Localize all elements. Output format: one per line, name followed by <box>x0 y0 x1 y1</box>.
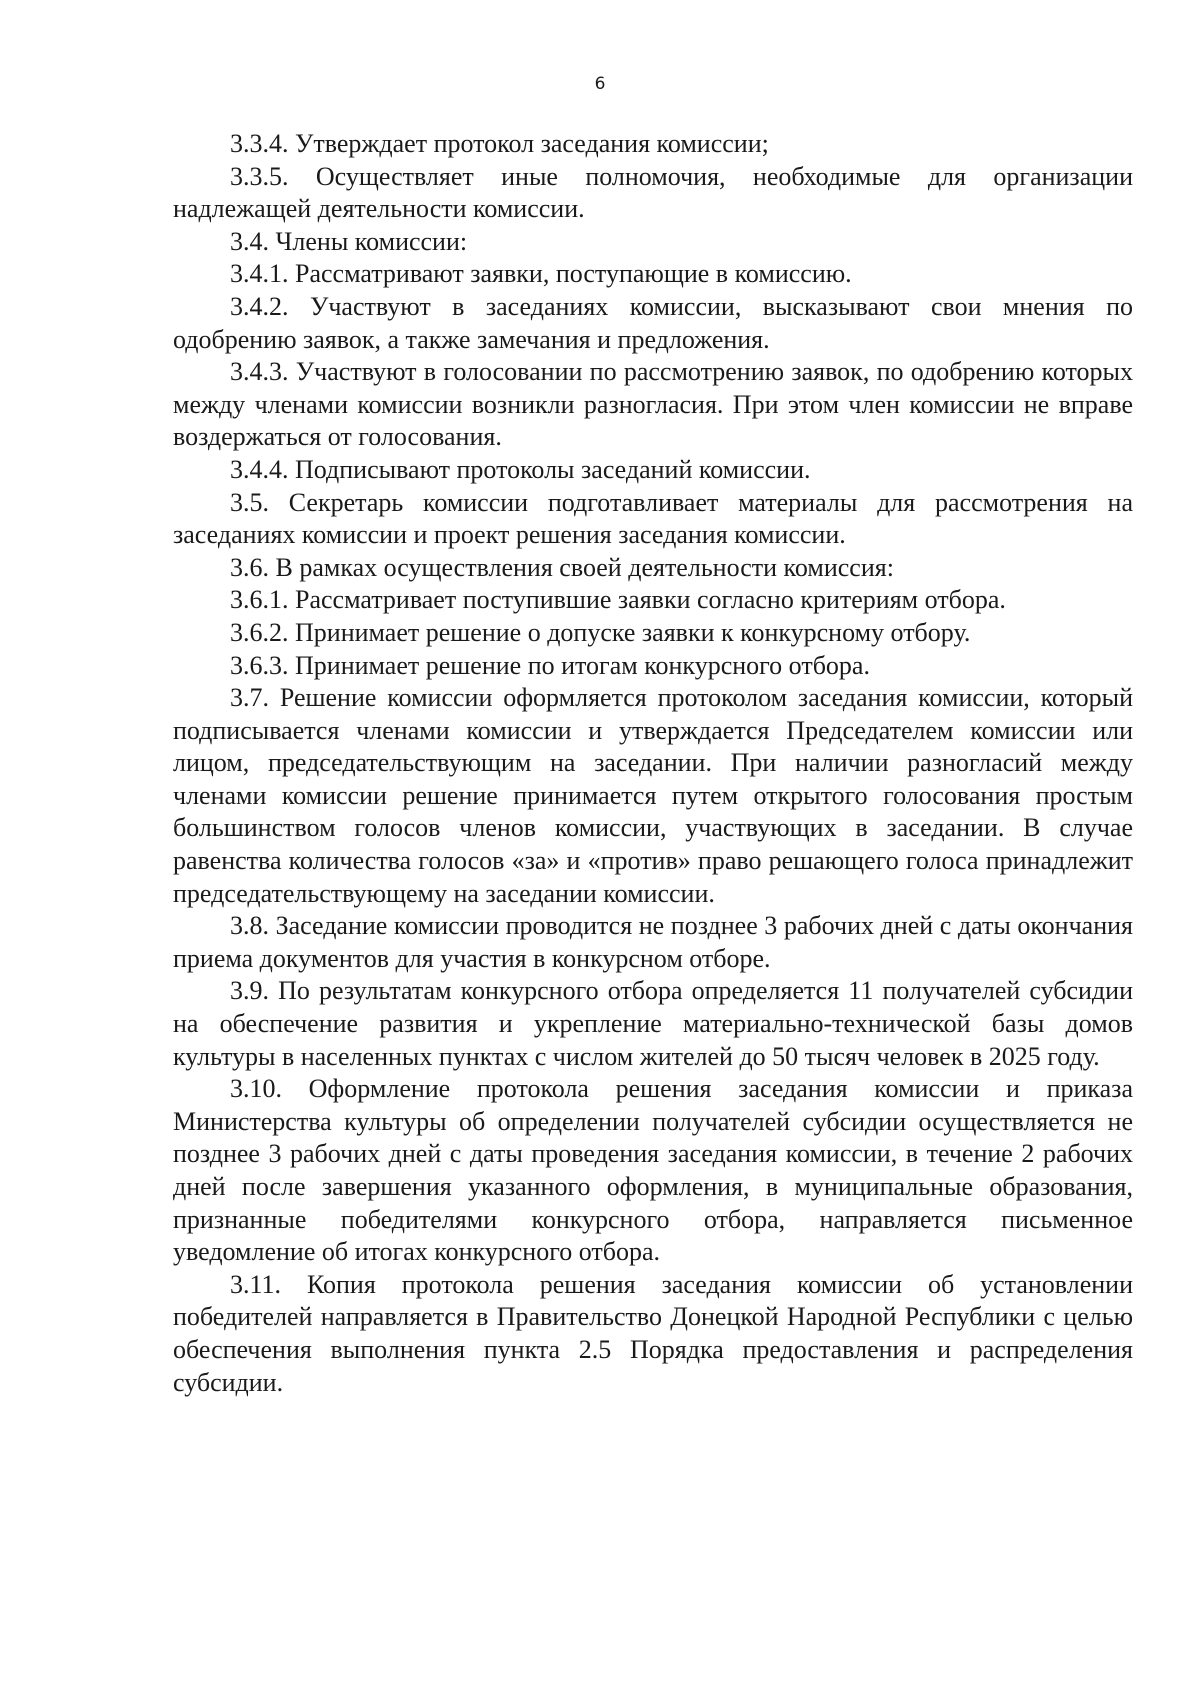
paragraph-3-6-3: 3.6.3. Принимает решение по итогам конкурсного отбора. <box>230 650 870 680</box>
paragraph-3-4-3: 3.4.3. Участвуют в голосовании по рассмотрению заявок, по одобрению которых между членами комиссии возникли разногласия. При этом член комиссии не вправе воздержаться от голосования. <box>173 357 1133 452</box>
paragraph-3-7: 3.7. Решение комиссии оформляется протоколом заседания комиссии, который подписывается членами комиссии и утверждается Председателем комиссии или лицом, председательствующим на заседании. При наличии разногласий между членами комиссии решение принимается путем открытого голосования простым большинством голосов членов комиссии, участвующих в заседании. В случае равенства количества голосов «за» и «против» право решающего голоса принадлежит председательствующему на заседании комиссии. <box>173 683 1133 908</box>
document-body <box>173 128 1133 1399</box>
paragraph-3-3-4: 3.3.4. Утверждает протокол заседания комиссии; <box>230 129 769 158</box>
paragraph-3-4-1: 3.4.1. Рассматривают заявки, поступающие в комиссию. <box>230 259 852 289</box>
paragraph-3-4: 3.4. Члены комиссии: <box>230 226 468 256</box>
paragraph-3-6: 3.6. В рамках осуществления своей деятельности комиссия: <box>230 552 894 582</box>
paragraph-3-9: 3.9. По результатам конкурсного отбора определяется 11 получателей субсидии на обеспечение развития и укрепление материально-технической базы домов культуры в населенных пунктах с числом жителей до 50 тысяч человек в 2025 году. <box>173 976 1133 1071</box>
paragraph-3-10: 3.10. Оформление протокола решения заседания комиссии и приказа Министерства культуры об определении получателей субсидии осуществляется не позднее 3 рабочих дней с даты проведения заседания комиссии, в течение 2 рабочих дней после завершения указанного оформления, в муниципальные образования, признанные победителями конкурсного отбора, направляется письменное уведомление об итогах конкурсного отбора. <box>173 1074 1133 1267</box>
paragraph-3-3-5: 3.3.5. Осуществляет иные полномочия, необходимые для организации надлежащей деятельности комиссии. <box>173 161 1133 224</box>
paragraph-3-6-2: 3.6.2. Принимает решение о допуске заявки к конкурсному отбору. <box>230 617 971 647</box>
paragraph-3-11: 3.11. Копия протокола решения заседания комиссии об установлении победителей направляется в Правительство Донецкой Народной Республики с целью обеспечения выполнения пункта 2.5 Порядка предоставления и распределения субсидии. <box>173 1269 1133 1397</box>
paragraph-3-5: 3.5. Секретарь комиссии подготавливает материалы для рассмотрения на заседаниях комиссии и проект решения заседания комиссии. <box>173 487 1133 550</box>
paragraph-3-8: 3.8. Заседание комиссии проводится не позднее 3 рабочих дней с даты окончания приема документов для участия в конкурсном отборе. <box>173 911 1133 973</box>
paragraph-3-4-4: 3.4.4. Подписывают протоколы заседаний комиссии. <box>230 454 811 484</box>
paragraph-3-4-2: 3.4.2. Участвуют в заседаниях комиссии, высказывают свои мнения по одобрению заявок, а также замечания и предложения. <box>173 291 1133 354</box>
page-number: 6 <box>594 74 606 94</box>
paragraph-3-6-1: 3.6.1. Рассматривает поступившие заявки согласно критериям отбора. <box>230 585 1006 615</box>
